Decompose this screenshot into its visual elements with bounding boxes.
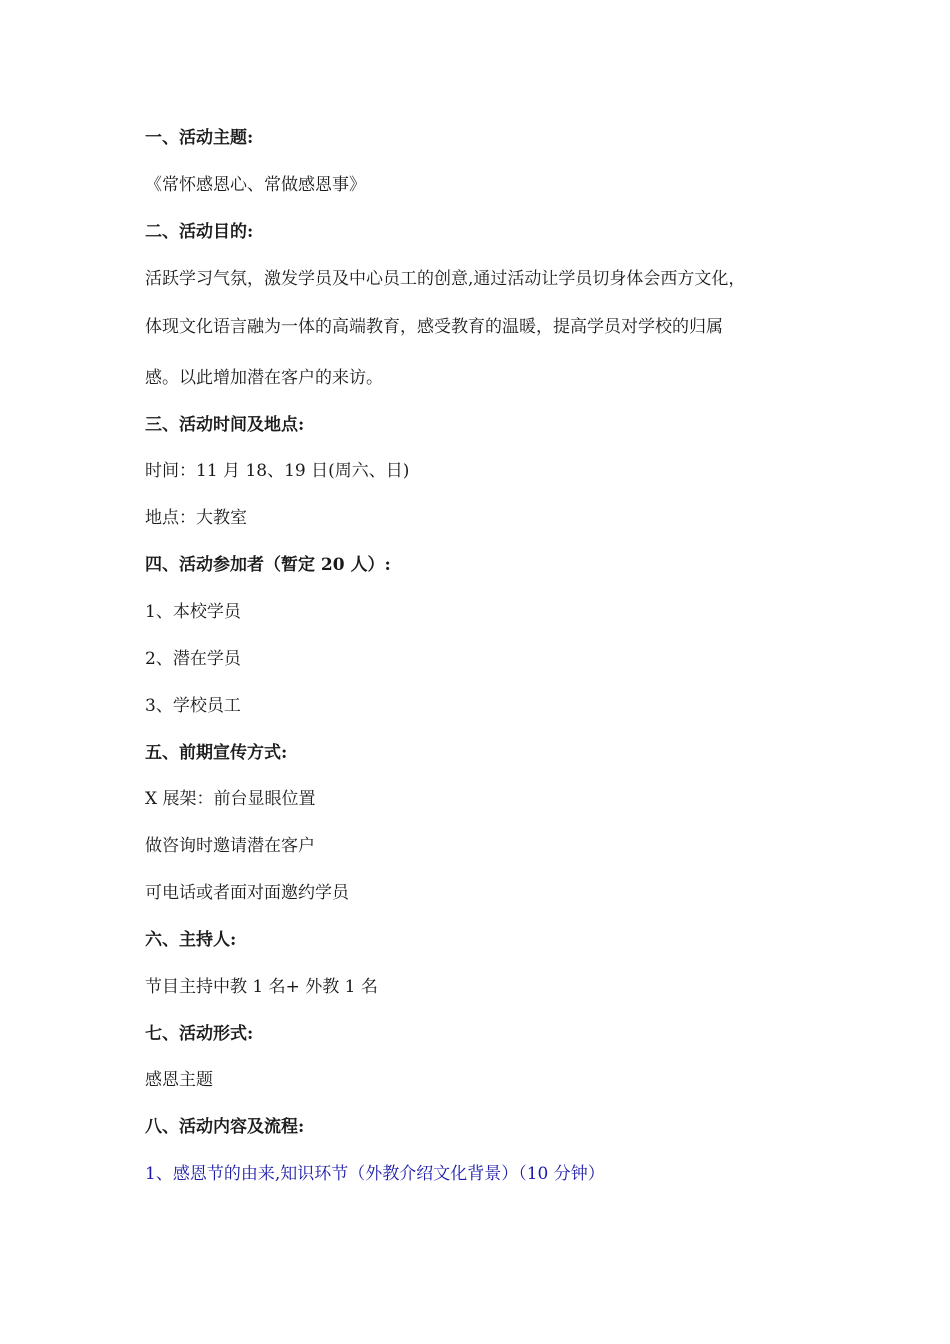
participant-item: 2、潜在学员 [145,649,241,669]
theme-title: 《常怀感恩心、常做感恩事》 [145,175,366,195]
promotion-item: 做咨询时邀请潜在客户 [145,836,315,856]
format-description: 感恩主题 [145,1070,213,1090]
event-place: 地点：大教室 [145,508,247,528]
host-description: 节目主持中教 1 名+ 外教 1 名 [145,977,378,997]
flow-item: 1、感恩节的由来,知识环节（外教介绍文化背景）（10 分钟） [145,1164,605,1184]
event-time: 时间：11 月 18、19 日(周六、日) [145,461,410,481]
promotion-item: X 展架：前台显眼位置 [145,789,316,809]
heading-participants: 四、活动参加者（暂定 20 人）: [145,555,391,575]
heading-format: 七、活动形式: [145,1024,254,1044]
promotion-item: 可电话或者面对面邀约学员 [145,883,349,903]
purpose-line-2: 体现文化语言融为一体的高端教育，感受教育的温暖，提高学员对学校的归属 [145,317,723,337]
heading-theme: 一、活动主题: [145,128,254,148]
participant-item: 1、本校学员 [145,602,241,622]
purpose-line-3: 感。以此增加潜在客户的来访。 [145,368,383,388]
purpose-line-1: 活跃学习气氛，激发学员及中心员工的创意,通过活动让学员切身体会西方文化， [145,269,746,289]
heading-content-flow: 八、活动内容及流程: [145,1117,305,1137]
heading-purpose: 二、活动目的: [145,222,254,242]
participant-item: 3、学校员工 [145,696,241,716]
heading-promotion: 五、前期宣传方式: [145,743,288,763]
heading-time-place: 三、活动时间及地点: [145,415,305,435]
heading-host: 六、主持人: [145,930,237,950]
